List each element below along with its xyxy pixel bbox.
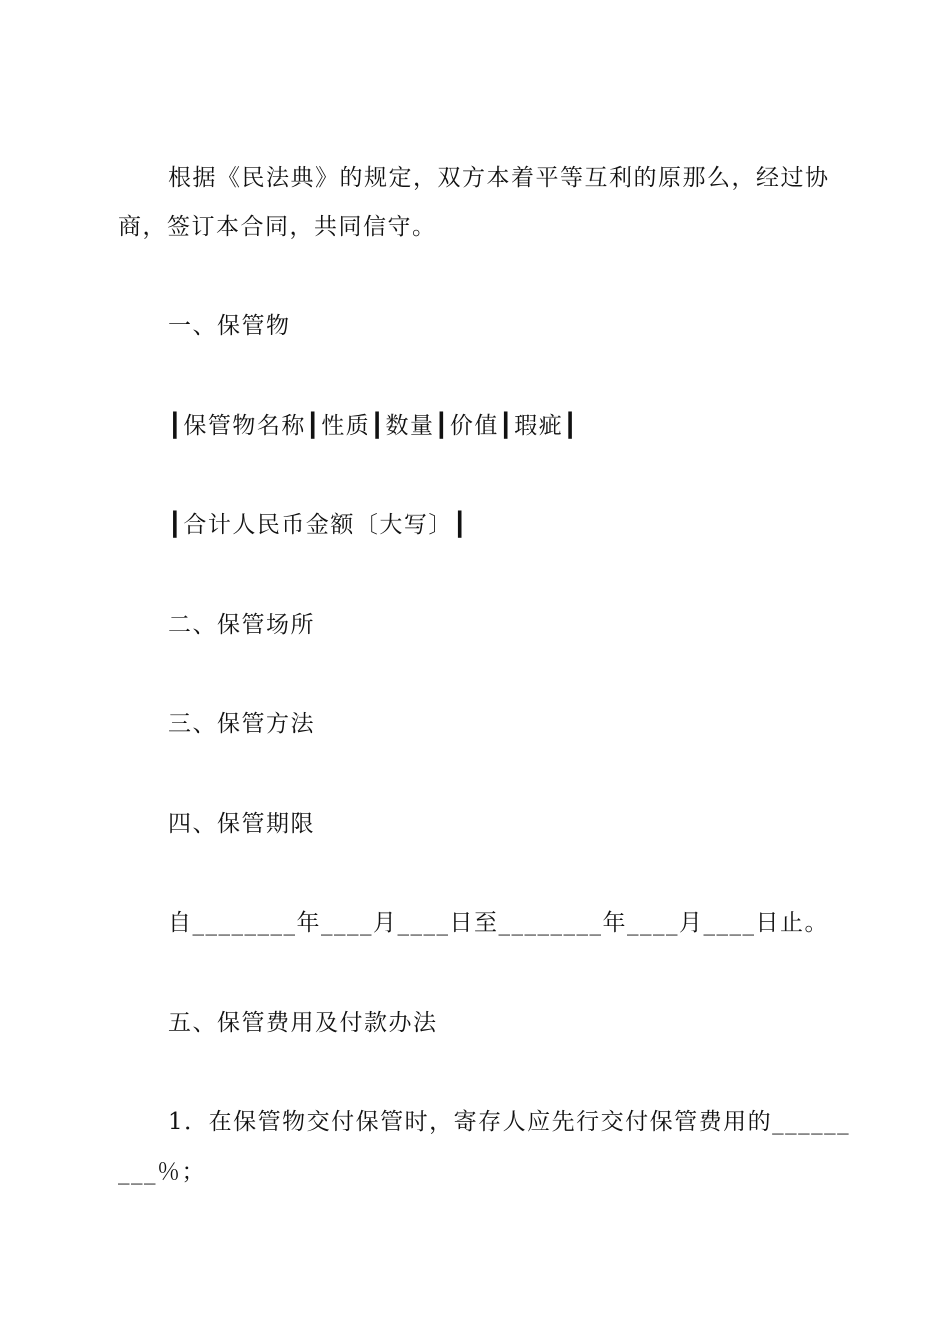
intro-paragraph-line-1: 根据《民法典》的规定，双方本着平等互利的原那么，经过协 bbox=[168, 165, 830, 191]
section-2-title: 二、保管场所 bbox=[168, 612, 315, 638]
payment-item-1-line-1: 1．在保管物交付保管时，寄存人应先行交付保管费用的______ bbox=[168, 1109, 851, 1135]
storage-period-line: 自________年____月____日至________年____月____日止。 bbox=[168, 910, 829, 936]
storage-table-total: ┃合计人民币金额〔大写〕┃ bbox=[168, 512, 469, 538]
section-3-title: 三、保管方法 bbox=[168, 711, 315, 737]
payment-item-1-line-2: ___％； bbox=[118, 1159, 206, 1185]
intro-paragraph-line-2: 商，签订本合同，共同信守。 bbox=[118, 214, 437, 240]
section-4-title: 四、保管期限 bbox=[168, 811, 315, 837]
section-1-title: 一、保管物 bbox=[168, 313, 291, 339]
storage-table-header: ┃保管物名称┃性质┃数量┃价值┃瑕疵┃ bbox=[168, 413, 579, 439]
section-5-title: 五、保管费用及付款办法 bbox=[168, 1010, 438, 1036]
